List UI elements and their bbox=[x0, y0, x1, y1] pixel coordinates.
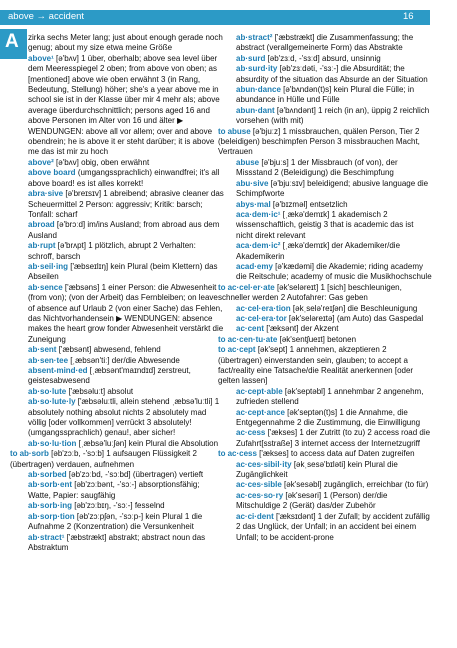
headword: abuse bbox=[236, 157, 260, 167]
entry-definition: [ə'bjuːz] 1 missbrauchen, quälen Person, Tier 2 (beleidigen) beschimpfen Person 3 missbrauchen Macht, Vertrauen bbox=[218, 126, 420, 157]
headword: acad·emy bbox=[236, 261, 273, 271]
dictionary-entry bbox=[236, 179, 432, 200]
verb-marker: to bbox=[10, 449, 18, 459]
verb-marker: to bbox=[218, 449, 226, 459]
dictionary-entry bbox=[236, 64, 432, 85]
headword: ab·so·lute·ly bbox=[28, 397, 76, 407]
right-column bbox=[218, 33, 432, 543]
entry-definition: [əb'zɜːd, -'sɜːd] absurd, unsinnig bbox=[267, 53, 381, 63]
entry-definition: ['æbsəluːtli, allein stehend ˌæbsə'luːtli] 1 absolutely nothing absolut nichts 2 absolutely mad völlig [oder vollkommen] verrückt 3 absolutely! (umgangssprachlich) genau!, aber sicher! bbox=[28, 397, 220, 438]
headword: abun·dance bbox=[236, 85, 281, 95]
headword: abun·dant bbox=[236, 105, 275, 115]
entry-definition: ['æksɪdənt] 1 der Zufall; by accident zufällig 2 das Unglück, der Unfall; in an accident bei einem Unfall; to be accident-prone bbox=[236, 511, 430, 542]
dictionary-entry bbox=[28, 512, 224, 533]
headword: abroad bbox=[28, 220, 55, 230]
entry-definition: zirka sechs Meter lang; just about enough gerade noch genug; about my size etwa meine Größe bbox=[28, 33, 223, 53]
entry-definition: [ə'brɔːd] im/ins Ausland; from abroad aus dem Ausland bbox=[28, 220, 220, 240]
entry-definition: [ək'sesəbl] zugänglich, erreichbar (to für) bbox=[284, 480, 429, 490]
entry-definition: ['æbstrækt] die Zusammenfassung; the abstract (verallgemeinerte Form) das Abstrakte bbox=[236, 33, 414, 53]
headword: ab·sen·tee bbox=[28, 355, 69, 365]
dictionary-entry bbox=[236, 85, 432, 106]
dictionary-entry bbox=[28, 387, 224, 397]
entry-definition: [ˌækə'demɪk] 1 akademisch 2 wissenschaftlich, geistig 3 that is academic das ist nicht direkt relevant bbox=[236, 209, 414, 240]
headword: ab·sent bbox=[28, 345, 57, 355]
entry-definition: [əkˌselə'reɪʃən] die Beschleunigung bbox=[292, 303, 418, 313]
headword: ac·cess bbox=[227, 449, 257, 459]
entry-definition: [ə'bʌndənt] 1 reich (in an), üppig 2 reichlich vorsehen (with mit) bbox=[236, 105, 430, 126]
entry-definition: [ək'seləreɪt] 1 [sich] beschleunigen, schneller werden 2 Autofahrer: Gas geben bbox=[218, 282, 402, 303]
entry-definition: [ə'brʌpt] 1 plötzlich, abrupt 2 Verhalten: schroff, barsch bbox=[28, 241, 196, 261]
page-number: 16 bbox=[403, 11, 414, 22]
dictionary-entry bbox=[28, 501, 224, 511]
headword: ac·cept·ance bbox=[236, 407, 285, 417]
entry-definition: [ˌæbsənt'maɪndɪd] zerstreut, geistesabwesend bbox=[28, 366, 191, 386]
headword: ab·sorb·ing bbox=[28, 501, 72, 511]
entry-definition: [əkˌsesə'bɪləti] kein Plural die Zugänglichkeit bbox=[236, 459, 398, 480]
dictionary-entry bbox=[218, 345, 432, 387]
headword: abra·sive bbox=[28, 189, 64, 199]
dictionary-entry bbox=[236, 460, 432, 481]
dictionary-entry bbox=[236, 304, 432, 314]
headword: ac·ces·sible bbox=[236, 480, 282, 490]
entry-definition: ['æbsənt] abwesend, fehlend bbox=[58, 345, 161, 355]
dictionary-entry bbox=[218, 335, 432, 345]
verb-marker: to bbox=[218, 345, 226, 355]
entry-definition: ['æbseɪlɪŋ] kein Plural (beim Klettern) das Abseilen bbox=[28, 261, 218, 282]
entry-definition: [əb'zɔːbd, -'sɔːbd] (übertragen) vertieft bbox=[68, 470, 204, 480]
entry-definition: [ə'bʌndən(t)s] kein Plural die Fülle; in abundance in Hülle und Fülle bbox=[236, 85, 415, 105]
entry-definition: [ə'bʌv] obig, oben erwähnt bbox=[56, 157, 150, 167]
headword: abu·sive bbox=[236, 178, 269, 188]
entry-definition: ['æbstrækt] abstrakt; abstract noun das Abstraktum bbox=[28, 532, 206, 552]
headword: ac·ces·so·ry bbox=[236, 490, 284, 500]
headword: abys·mal bbox=[236, 199, 271, 209]
entry-definition: [ə'kædəmi] die Akademie; riding academy die Reitschule; academy of music die Musikhochschule bbox=[236, 261, 432, 282]
headword: ab·sorb·ent bbox=[28, 480, 72, 490]
headword: ac·cel·era·tor bbox=[236, 313, 287, 323]
headword: ab·sorp·tion bbox=[28, 511, 75, 521]
headword: ac·ci·dent bbox=[236, 511, 274, 521]
headword: ab·sorb bbox=[19, 449, 49, 459]
dictionary-entry bbox=[236, 54, 432, 64]
headword: absent-mind·ed bbox=[28, 366, 88, 375]
entry-definition: [ək'septəbl] 1 annehmbar 2 angenehm, zufrieden stellend bbox=[236, 386, 424, 407]
dictionary-entry bbox=[236, 408, 432, 429]
headword: ac·cept·able bbox=[236, 386, 283, 396]
entry-definition: [ˌæbsən'tiː] der/die Abwesende bbox=[70, 355, 180, 365]
entry-definition: (umgangssprachlich) einwandfrei; it's all above board! es ist alles korrekt! bbox=[28, 168, 220, 188]
entry-definition: ['æksənt] der Akzent bbox=[266, 324, 339, 334]
dictionary-entry bbox=[218, 449, 432, 459]
entry-definition: [ˌæbsə'luːʃən] kein Plural die Absolution bbox=[78, 438, 219, 448]
dictionary-entry bbox=[28, 397, 224, 439]
entry-definition: [ək'seləreɪtə] (am Auto) das Gaspedal bbox=[288, 313, 424, 323]
entry-definition: ['ækses] to access data auf Daten zugreifen bbox=[259, 449, 415, 459]
dictionary-entry bbox=[28, 262, 224, 283]
headword: ab·sorbed bbox=[28, 470, 67, 480]
headword: aca·dem·ic² bbox=[236, 241, 281, 251]
dictionary-entry bbox=[236, 428, 432, 449]
entry-definition: [əb'zɔːbənt, -'sɔː-] absorptionsfähig; Watte, Papier: saugfähig bbox=[28, 480, 200, 500]
headword: above² bbox=[28, 157, 54, 167]
headword: ab·surd·ity bbox=[236, 64, 278, 74]
entry-definition: [ə'breɪsɪv] 1 abreibend; abrasive cleaner das Scheuermittel 2 Person: aggressiv; Kritik: barsch; Tonfall: scharf bbox=[28, 189, 224, 219]
dictionary-entry bbox=[236, 324, 432, 334]
dictionary-entry bbox=[236, 480, 432, 490]
headword: ac·cel·er·ate bbox=[227, 282, 275, 292]
dictionary-entry bbox=[28, 356, 224, 366]
headword: aca·dem·ic¹ bbox=[236, 209, 281, 219]
dictionary-entry bbox=[236, 512, 432, 543]
entry-definition: [ˌækə'demɪk] der Akademiker/die Akademikerin bbox=[236, 241, 401, 261]
dictionary-entry bbox=[236, 262, 432, 283]
headword: ab·so·lu·tion bbox=[28, 438, 77, 448]
entry-definition: [ək'sesəri] 1 (Person) der/die Mitschuldige 2 (Gerät) das/der Zubehör bbox=[236, 490, 388, 511]
dictionary-entry bbox=[236, 387, 432, 408]
entry-definition: [ək'sentʃueɪt] betonen bbox=[279, 334, 357, 344]
running-head: above → accident bbox=[8, 11, 85, 22]
headword: abuse bbox=[227, 126, 251, 136]
headword: ab·stract² bbox=[236, 33, 273, 42]
headword: ab·so·lute bbox=[28, 386, 67, 396]
entry-definition: [ə'bɪzməl] entsetzlich bbox=[272, 199, 348, 209]
headword: above¹ bbox=[28, 53, 54, 63]
headword: ac·cent bbox=[236, 324, 265, 334]
entry-definition: [ə'bjuːs] 1 der Missbrauch (of von), der Missstand 2 (Beleidigung) die Beschimpfung bbox=[236, 157, 398, 178]
dictionary-entry bbox=[236, 33, 432, 54]
headword: ab·surd bbox=[236, 53, 266, 63]
dictionary-entry bbox=[28, 480, 224, 501]
left-column bbox=[10, 33, 224, 553]
dictionary-entry bbox=[236, 200, 432, 210]
headword: ab·stract¹ bbox=[28, 532, 65, 542]
headword: ac·cept bbox=[227, 345, 256, 355]
dictionary-entry bbox=[28, 241, 224, 262]
dictionary-entry bbox=[10, 449, 224, 470]
entry-definition: [ək'sept] 1 annehmen, akzeptieren 2 (übertragen) einverstanden sein, glauben; to accept a fact/reality eine Tatsache/die Realität anerkennen [oder gelten lassen] bbox=[218, 345, 414, 386]
dictionary-entry bbox=[28, 168, 224, 189]
dictionary-entry bbox=[218, 283, 432, 304]
entry-definition: [əb'zɔːb, -'sɔːb] 1 aufsaugen Flüssigkeit 2 (übertragen) verdauen, aufnehmen bbox=[10, 449, 197, 469]
dictionary-entry bbox=[28, 220, 224, 241]
section-letter: A bbox=[5, 31, 19, 52]
headword: ab·sence bbox=[28, 282, 63, 292]
page-header bbox=[0, 0, 457, 28]
entry-definition: [ə'bʌv] 1 über, oberhalb; above sea level über dem Meeresspiegel 2 oben; from above von oben; as [mentioned] above wie oben erwähnt 3 (in Rang, Bedeutung, Stellung) höher; she's a year above me in school sie ist in der Klasse über mir 4 mehr als; above average überdurchschnittlich; persons aged 16 and above Personen im Alter von 16 und älter ▶ WENDUNGEN: above all vor allem; over and above obendrein; he is above it er steht darüber; it is above me das ist mir zu hoch bbox=[28, 53, 220, 157]
dictionary-entry bbox=[236, 158, 432, 179]
dictionary-entry bbox=[236, 241, 432, 262]
headword: above board bbox=[28, 168, 76, 178]
headword: ab·rupt bbox=[28, 241, 56, 251]
headword: ac·cen·tu·ate bbox=[227, 334, 278, 344]
headword: ac·cess bbox=[236, 428, 266, 438]
entry-definition: ['æbsəluːt] absolut bbox=[68, 386, 134, 396]
headword: ac·ces·sibil·ity bbox=[236, 459, 292, 469]
dictionary-entry bbox=[236, 491, 432, 512]
verb-marker: to bbox=[218, 334, 226, 344]
dictionary-entry bbox=[28, 345, 224, 355]
verb-marker: to bbox=[218, 282, 226, 292]
dictionary-entry bbox=[28, 33, 224, 54]
dictionary-entry bbox=[28, 533, 224, 554]
dictionary-entry bbox=[28, 158, 224, 168]
dictionary-entry bbox=[28, 54, 224, 158]
verb-marker: to bbox=[218, 126, 226, 136]
headword: ab·seil·ing bbox=[28, 261, 69, 271]
dictionary-entry bbox=[28, 470, 224, 480]
dictionary-entry bbox=[28, 283, 224, 345]
entry-definition: [ə'bjuːsɪv] beleidigend; abusive language die Schimpfworte bbox=[236, 178, 429, 199]
dictionary-entry bbox=[28, 439, 224, 449]
entry-definition: [ək'septən(t)s] 1 die Annahme, die Entgegennahme 2 die Zustimmung, die Einwilligung bbox=[236, 407, 421, 428]
dictionary-entry bbox=[236, 210, 432, 241]
entry-definition: [əb'zɜːdəti, -'sɜː-] die Absurdität; the absurdity of the situation das Absurde an der Situation bbox=[236, 64, 428, 84]
dictionary-entry bbox=[236, 106, 432, 127]
dictionary-entry bbox=[28, 189, 224, 220]
entry-definition: [əb'zɔːbɪŋ, -'sɔː-] fesselnd bbox=[74, 501, 165, 511]
dictionary-entry bbox=[236, 314, 432, 324]
dictionary-entry bbox=[28, 366, 224, 387]
entry-definition: ['ækses] 1 der Zutritt (to zu) 2 access road die Zufahrt[sstraße] 3 internet access der Internetzugriff bbox=[236, 428, 431, 448]
entry-definition: ['æbsəns] 1 einer Person: die Abwesenheit (from von); (von der Arbeit) das Fernbleiben; on leave of absence auf Urlaub 2 (von einer Sache) das Fehlen, das Nichtvorhandensein ▶ WENDUNGEN: absence makes the heart grow fonder Abwesenheit verstärkt die Zuneigung bbox=[28, 282, 224, 344]
dictionary-entry bbox=[218, 127, 432, 158]
headword: ac·cel·era·tion bbox=[236, 303, 291, 313]
entry-definition: [əb'zɔːpʃən, -'sɔːp-] kein Plural 1 die Aufnahme 2 (Konzentration) die Versunkenheit bbox=[28, 511, 203, 532]
